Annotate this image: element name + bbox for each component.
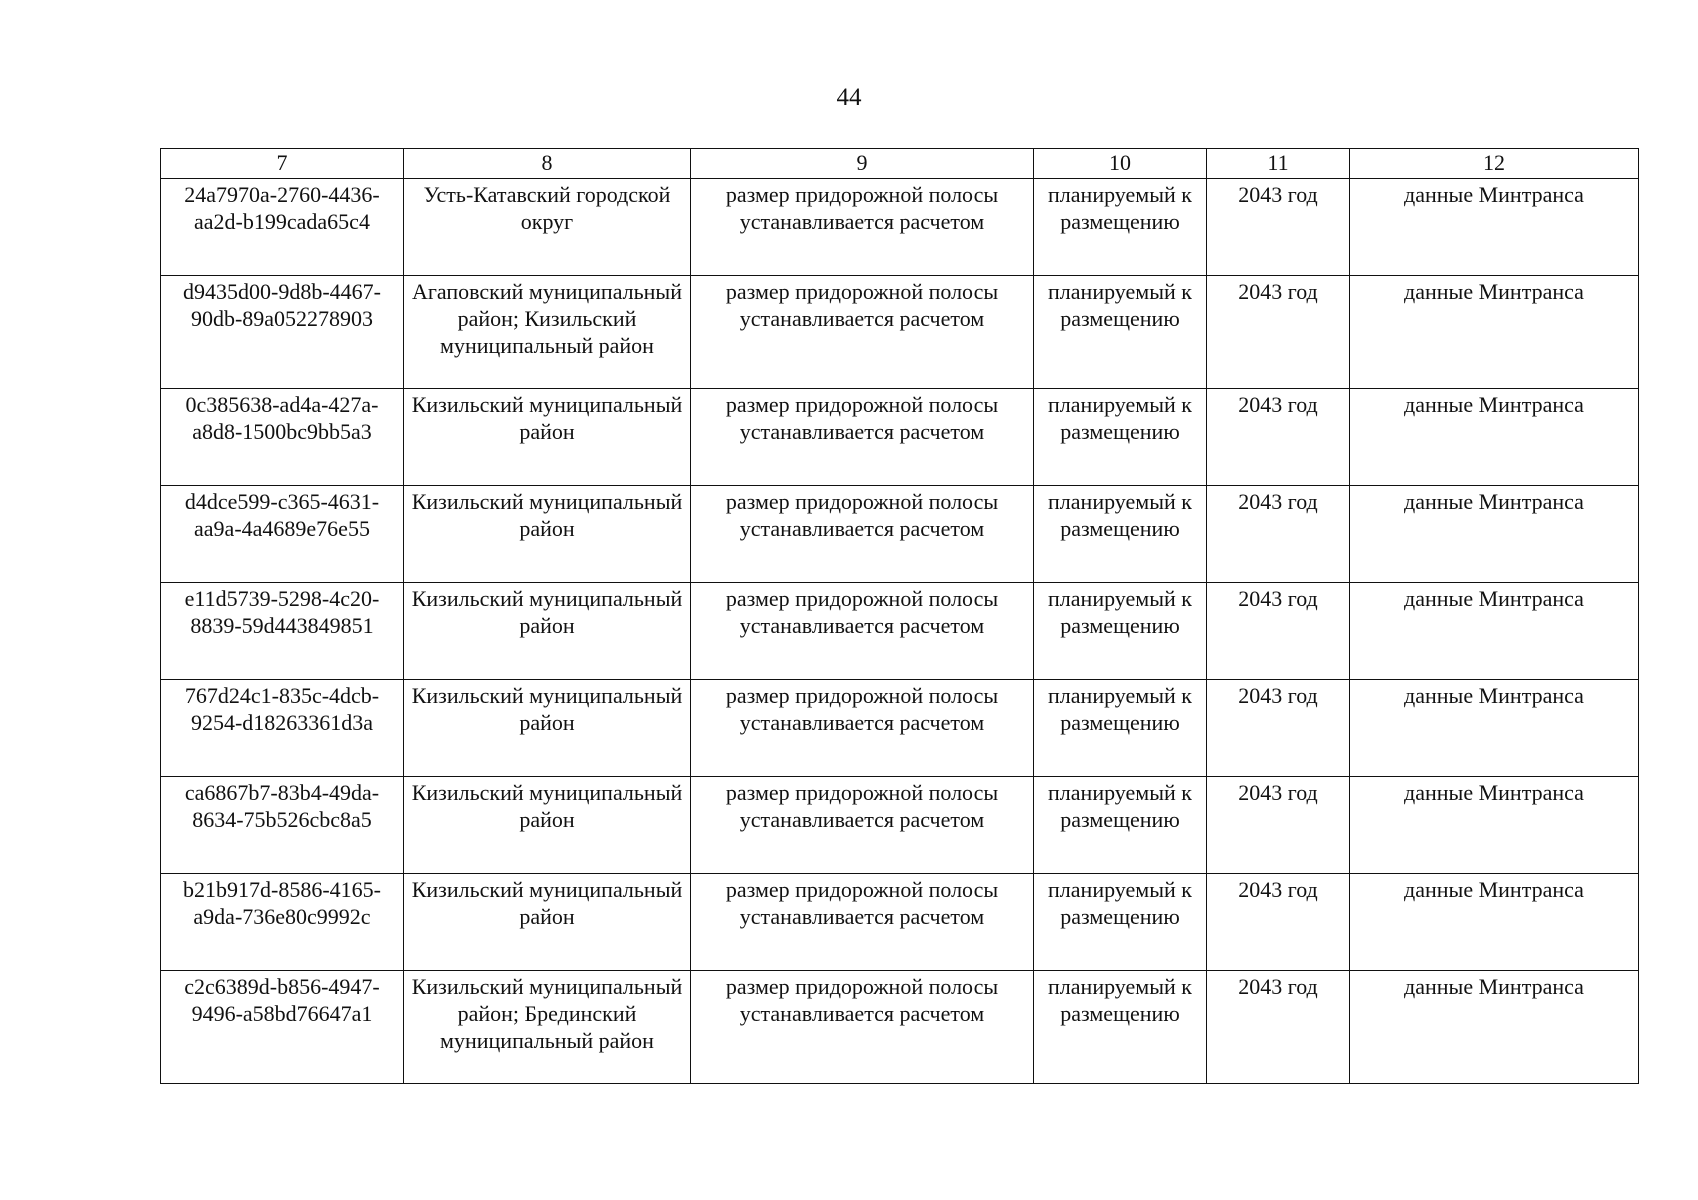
cell-size: размер придорожной полосы устанавливается расчетом bbox=[691, 389, 1034, 486]
column-header-11: 11 bbox=[1207, 149, 1350, 179]
cell-area: Агаповский муниципальный район; Кизильский муниципальный район bbox=[404, 276, 691, 389]
cell-status: планируемый к размещению bbox=[1034, 874, 1207, 971]
cell-status: планируемый к размещению bbox=[1034, 389, 1207, 486]
cell-size: размер придорожной полосы устанавливается расчетом bbox=[691, 179, 1034, 276]
cell-year: 2043 год bbox=[1207, 583, 1350, 680]
cell-id: 24a7970a-2760-4436-aa2d-b199cada65c4 bbox=[161, 179, 404, 276]
cell-source: данные Минтранса bbox=[1350, 486, 1639, 583]
table-row bbox=[161, 179, 1639, 276]
cell-year: 2043 год bbox=[1207, 680, 1350, 777]
cell-source: данные Минтранса bbox=[1350, 389, 1639, 486]
column-header-10: 10 bbox=[1034, 149, 1207, 179]
cell-status: планируемый к размещению bbox=[1034, 179, 1207, 276]
column-header-12: 12 bbox=[1350, 149, 1639, 179]
cell-size: размер придорожной полосы устанавливается расчетом bbox=[691, 971, 1034, 1084]
table-row bbox=[161, 276, 1639, 389]
table-row bbox=[161, 583, 1639, 680]
column-header-8: 8 bbox=[404, 149, 691, 179]
cell-area: Кизильский муниципальный район bbox=[404, 486, 691, 583]
cell-source: данные Минтранса bbox=[1350, 276, 1639, 389]
cell-year: 2043 год bbox=[1207, 971, 1350, 1084]
cell-id: d4dce599-c365-4631-aa9a-4a4689e76e55 bbox=[161, 486, 404, 583]
table-row bbox=[161, 874, 1639, 971]
cell-source: данные Минтранса bbox=[1350, 777, 1639, 874]
cell-area: Кизильский муниципальный район bbox=[404, 777, 691, 874]
table-row bbox=[161, 777, 1639, 874]
cell-year: 2043 год bbox=[1207, 389, 1350, 486]
cell-area: Кизильский муниципальный район bbox=[404, 389, 691, 486]
cell-area: Кизильский муниципальный район bbox=[404, 874, 691, 971]
cell-size: размер придорожной полосы устанавливается расчетом bbox=[691, 680, 1034, 777]
cell-source: данные Минтранса bbox=[1350, 971, 1639, 1084]
cell-id: c2c6389d-b856-4947-9496-a58bd76647a1 bbox=[161, 971, 404, 1084]
cell-area: Кизильский муниципальный район bbox=[404, 680, 691, 777]
table-row bbox=[161, 486, 1639, 583]
cell-status: планируемый к размещению bbox=[1034, 777, 1207, 874]
cell-id: 767d24c1-835c-4dcb-9254-d18263361d3a bbox=[161, 680, 404, 777]
cell-id: 0c385638-ad4a-427a-a8d8-1500bc9bb5a3 bbox=[161, 389, 404, 486]
cell-id: b21b917d-8586-4165-a9da-736e80c9992c bbox=[161, 874, 404, 971]
cell-source: данные Минтранса bbox=[1350, 680, 1639, 777]
table-header bbox=[161, 149, 1639, 179]
cell-source: данные Минтранса bbox=[1350, 583, 1639, 680]
cell-status: планируемый к размещению bbox=[1034, 971, 1207, 1084]
column-header-7: 7 bbox=[161, 149, 404, 179]
data-table bbox=[160, 148, 1639, 1084]
cell-source: данные Минтранса bbox=[1350, 179, 1639, 276]
page-number: 44 bbox=[836, 84, 862, 111]
cell-year: 2043 год bbox=[1207, 874, 1350, 971]
cell-year: 2043 год bbox=[1207, 179, 1350, 276]
cell-status: планируемый к размещению bbox=[1034, 486, 1207, 583]
cell-size: размер придорожной полосы устанавливается расчетом bbox=[691, 777, 1034, 874]
cell-year: 2043 год bbox=[1207, 276, 1350, 389]
cell-year: 2043 год bbox=[1207, 486, 1350, 583]
table-row bbox=[161, 389, 1639, 486]
cell-id: e11d5739-5298-4c20-8839-59d443849851 bbox=[161, 583, 404, 680]
cell-status: планируемый к размещению bbox=[1034, 680, 1207, 777]
cell-size: размер придорожной полосы устанавливается расчетом bbox=[691, 583, 1034, 680]
cell-area: Кизильский муниципальный район bbox=[404, 583, 691, 680]
cell-id: ca6867b7-83b4-49da-8634-75b526cbc8a5 bbox=[161, 777, 404, 874]
table-row bbox=[161, 971, 1639, 1084]
cell-status: планируемый к размещению bbox=[1034, 583, 1207, 680]
column-header-9: 9 bbox=[691, 149, 1034, 179]
cell-area: Кизильский муниципальный район; Брединский муниципальный район bbox=[404, 971, 691, 1084]
cell-size: размер придорожной полосы устанавливается расчетом bbox=[691, 276, 1034, 389]
cell-area: Усть-Катавский городской округ bbox=[404, 179, 691, 276]
cell-source: данные Минтранса bbox=[1350, 874, 1639, 971]
cell-year: 2043 год bbox=[1207, 777, 1350, 874]
cell-size: размер придорожной полосы устанавливается расчетом bbox=[691, 874, 1034, 971]
table-body bbox=[161, 179, 1639, 1084]
cell-size: размер придорожной полосы устанавливается расчетом bbox=[691, 486, 1034, 583]
cell-id: d9435d00-9d8b-4467-90db-89a052278903 bbox=[161, 276, 404, 389]
table-row bbox=[161, 680, 1639, 777]
cell-status: планируемый к размещению bbox=[1034, 276, 1207, 389]
header-row bbox=[161, 149, 1639, 179]
